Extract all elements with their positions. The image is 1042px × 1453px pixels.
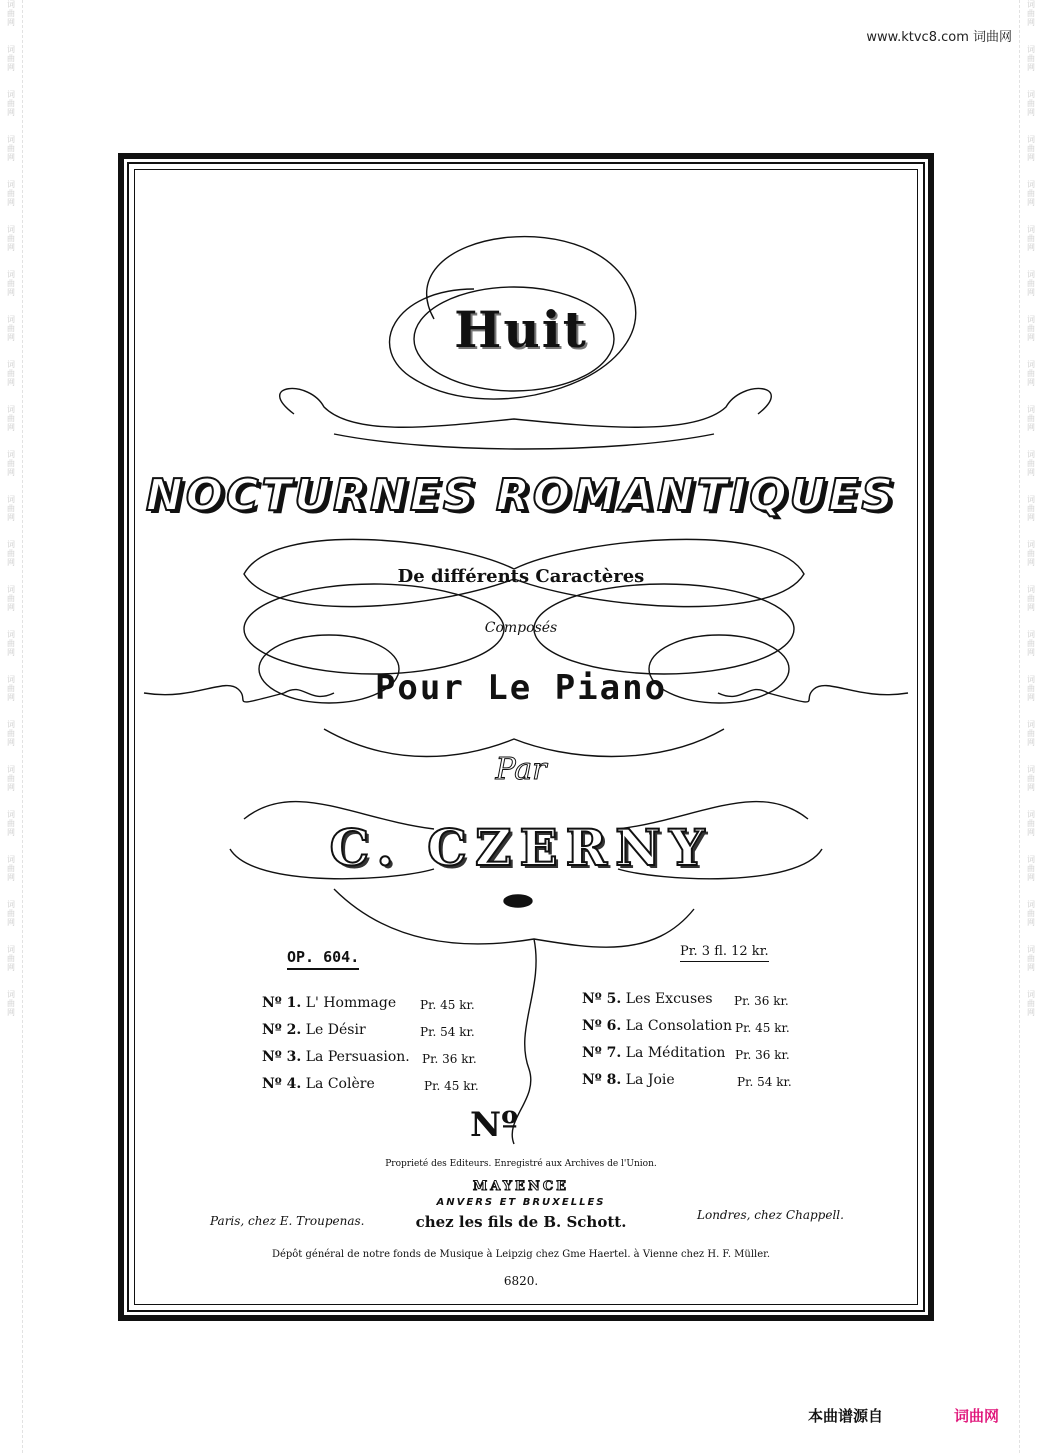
work-item <box>582 1072 675 1088</box>
title-huit: Huit <box>454 300 588 359</box>
work-number: Nº 3. <box>262 1049 302 1065</box>
work-number: Nº 5. <box>582 991 622 1007</box>
work-title: La Persuasion. <box>305 1049 410 1065</box>
footer-source-label: 本曲谱源自 <box>808 1407 884 1425</box>
work-item <box>582 991 713 1007</box>
work-price: Pr. 54 kr. <box>737 1075 792 1089</box>
right-watermark-strip: 词 曲 网 词 曲 网 词 曲 网 词 曲 网 词 曲 网 词 曲 网 词 曲 网 词 曲 网 词 曲 网 词 曲 网 词 曲 网 词 曲 网 词 曲 网 词 曲 网 词 曲 网 词 曲 网 词 曲 网 词 曲 网 词 曲 网 词 曲 网 词 曲 网 词 曲 网 词 曲 网 <box>1019 0 1042 1453</box>
composer-name: C. CZERNY <box>329 818 713 877</box>
work-number: Nº 8. <box>582 1072 622 1088</box>
work-price: Pr. 45 kr. <box>735 1021 790 1035</box>
work-price: Pr. 54 kr. <box>420 1025 475 1039</box>
work-price: Pr. 45 kr. <box>424 1079 479 1093</box>
work-price: Pr. 36 kr. <box>422 1052 477 1066</box>
work-item <box>262 1022 366 1038</box>
work-number: Nº 2. <box>262 1022 302 1038</box>
work-number: Nº 4. <box>262 1076 302 1092</box>
work-number: Nº 1. <box>262 995 302 1011</box>
publisher-line: chez les fils de B. Schott. <box>415 1213 627 1231</box>
work-item <box>582 1045 725 1061</box>
work-number: Nº 6. <box>582 1018 622 1034</box>
total-price: Pr. 3 fl. 12 kr. <box>680 944 769 962</box>
work-item <box>582 1018 732 1034</box>
subtitle: De différents Caractères <box>397 566 645 587</box>
footer-site-link[interactable]: 词曲网 <box>954 1407 1000 1425</box>
work-title: La Consolation <box>625 1018 732 1034</box>
work-item <box>262 1049 410 1065</box>
paris-agent: Paris, chez E. Troupenas. <box>210 1214 365 1228</box>
work-title: Les Excuses <box>625 991 713 1007</box>
site-url-watermark: www.ktvc8.com 词曲网 <box>866 30 1012 45</box>
number-mark: Nº <box>470 1105 519 1145</box>
instrument-line: Pour Le Piano <box>374 668 668 708</box>
plate-number: 6820. <box>503 1274 539 1288</box>
depot-notice: Dépôt général de notre fonds de Musique à Leipzig chez Gme Haertel. à Vienne chez H. F. Müller. <box>271 1249 771 1260</box>
opus-number: OP. 604. <box>287 948 359 970</box>
work-title: Le Désir <box>305 1022 366 1038</box>
work-title: La Colère <box>305 1076 375 1092</box>
work-title: L' Hommage <box>305 995 397 1011</box>
work-price: Pr. 36 kr. <box>735 1048 790 1062</box>
work-title: La Méditation <box>625 1045 726 1061</box>
work-item <box>262 1076 375 1092</box>
work-number: Nº 7. <box>582 1045 622 1061</box>
work-price: Pr. 36 kr. <box>734 994 789 1008</box>
work-item <box>262 995 396 1011</box>
work-price: Pr. 45 kr. <box>420 998 475 1012</box>
city-mayence: MAYENCE <box>472 1179 570 1194</box>
composes-label: Composés <box>484 620 558 636</box>
city-anvers-bruxelles: ANVERS ET BRUXELLES <box>436 1197 606 1208</box>
london-agent: Londres, chez Chappell. <box>697 1208 844 1222</box>
main-title: NOCTURNES ROMANTIQUES <box>145 470 897 521</box>
rights-notice: Proprieté des Editeurs. Enregistré aux Archives de l'Union. <box>385 1159 657 1169</box>
par-label: Par <box>495 752 547 787</box>
work-title: La Joie <box>625 1072 675 1088</box>
left-watermark-strip: 词 曲 网 词 曲 网 词 曲 网 词 曲 网 词 曲 网 词 曲 网 词 曲 网 词 曲 网 词 曲 网 词 曲 网 词 曲 网 词 曲 网 词 曲 网 词 曲 网 词 曲 网 词 曲 网 词 曲 网 词 曲 网 词 曲 网 词 曲 网 词 曲 网 词 曲 网 词 曲 网 <box>0 0 23 1453</box>
